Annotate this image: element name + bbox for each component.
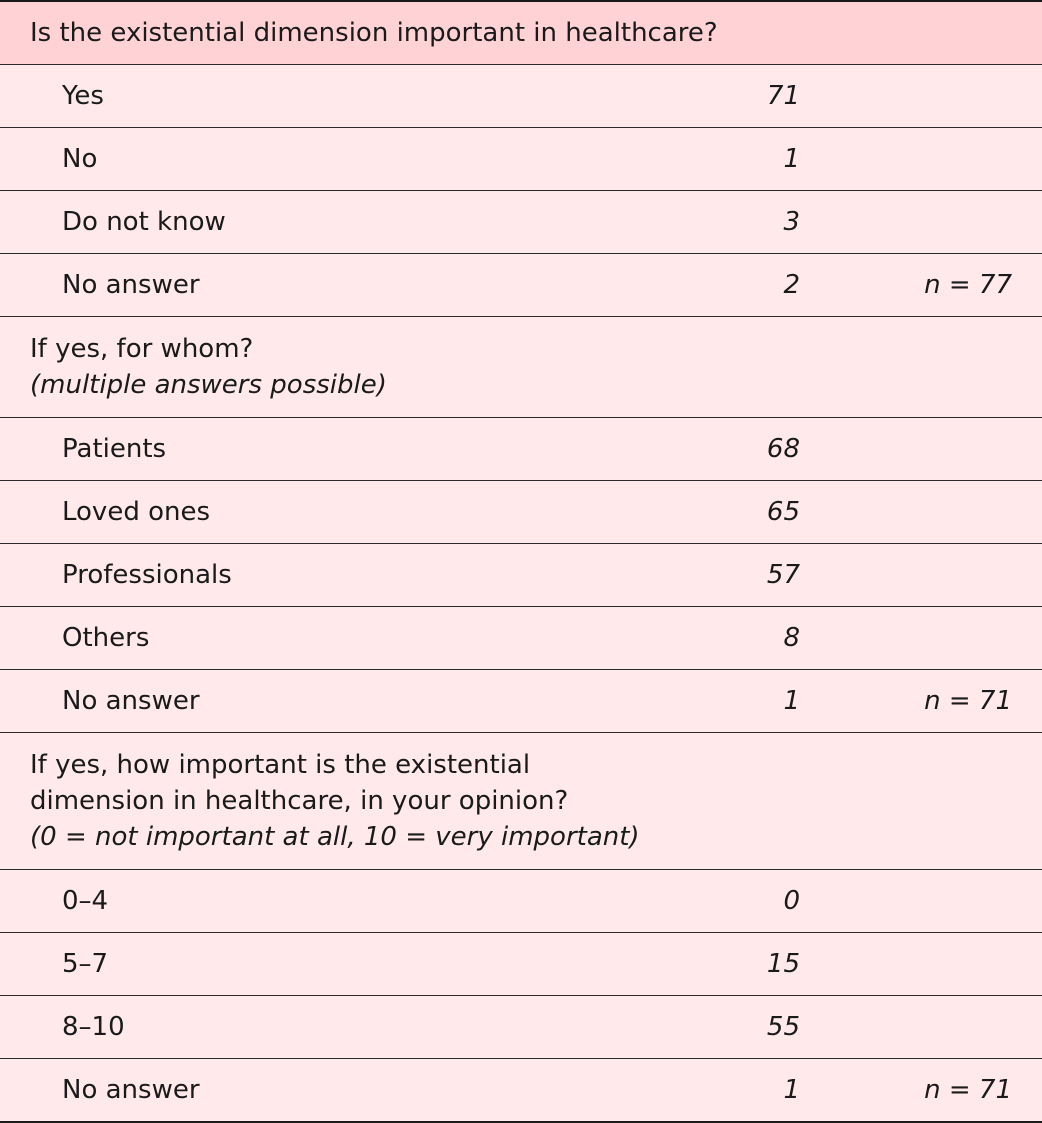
answer-count: 55 <box>700 996 810 1059</box>
sample-size <box>810 933 1042 996</box>
question-row <box>0 1 1042 65</box>
answer-label: 5–7 <box>0 933 700 996</box>
answer-label: 0–4 <box>0 870 700 933</box>
question-text: If yes, for whom? <box>30 334 254 364</box>
answer-label: Others <box>0 607 700 670</box>
answer-count: 15 <box>700 933 810 996</box>
answer-count: 1 <box>700 128 810 191</box>
table-row <box>0 65 1042 128</box>
sample-size <box>810 607 1042 670</box>
sample-size <box>810 996 1042 1059</box>
answer-count: 71 <box>700 65 810 128</box>
sample-size <box>810 870 1042 933</box>
answer-label: No <box>0 128 700 191</box>
question-text: Is the existential dimension important in healthcare? <box>0 1 1042 65</box>
answer-count: 57 <box>700 544 810 607</box>
sample-size <box>810 418 1042 481</box>
answer-label: No answer <box>0 1059 700 1123</box>
answer-label: Loved ones <box>0 481 700 544</box>
answer-label: 8–10 <box>0 996 700 1059</box>
table-row <box>0 544 1042 607</box>
question-row <box>0 317 1042 418</box>
table-row <box>0 1059 1042 1123</box>
sample-size <box>810 544 1042 607</box>
answer-label: Do not know <box>0 191 700 254</box>
answer-label: Professionals <box>0 544 700 607</box>
sample-size <box>810 191 1042 254</box>
answer-count: 2 <box>700 254 810 317</box>
answer-count: 8 <box>700 607 810 670</box>
question-text: If yes, how important is the existential <box>30 750 531 780</box>
answer-count: 0 <box>700 870 810 933</box>
sample-size <box>810 65 1042 128</box>
sample-size <box>810 481 1042 544</box>
answer-label: Patients <box>0 418 700 481</box>
question-text: dimension in healthcare, in your opinion? <box>30 786 569 816</box>
table-row <box>0 481 1042 544</box>
answer-count: 68 <box>700 418 810 481</box>
sample-size: n = 71 <box>810 670 1042 733</box>
table-row <box>0 670 1042 733</box>
question-row <box>0 733 1042 870</box>
answer-count: 1 <box>700 670 810 733</box>
answer-label: No answer <box>0 670 700 733</box>
sample-size <box>810 128 1042 191</box>
sample-size: n = 77 <box>810 254 1042 317</box>
answer-count: 65 <box>700 481 810 544</box>
answer-label: Yes <box>0 65 700 128</box>
sample-size: n = 71 <box>810 1059 1042 1123</box>
answer-count: 1 <box>700 1059 810 1123</box>
question-hint: (multiple answers possible) <box>30 370 387 400</box>
question-cell <box>0 317 1042 418</box>
table-row <box>0 870 1042 933</box>
answer-label: No answer <box>0 254 700 317</box>
table-row <box>0 996 1042 1059</box>
table-row <box>0 607 1042 670</box>
table-row <box>0 191 1042 254</box>
table-row <box>0 128 1042 191</box>
question-cell <box>0 733 1042 870</box>
table-row <box>0 418 1042 481</box>
table-row <box>0 254 1042 317</box>
question-hint: (0 = not important at all, 10 = very important) <box>30 822 640 852</box>
answer-count: 3 <box>700 191 810 254</box>
table-row <box>0 933 1042 996</box>
